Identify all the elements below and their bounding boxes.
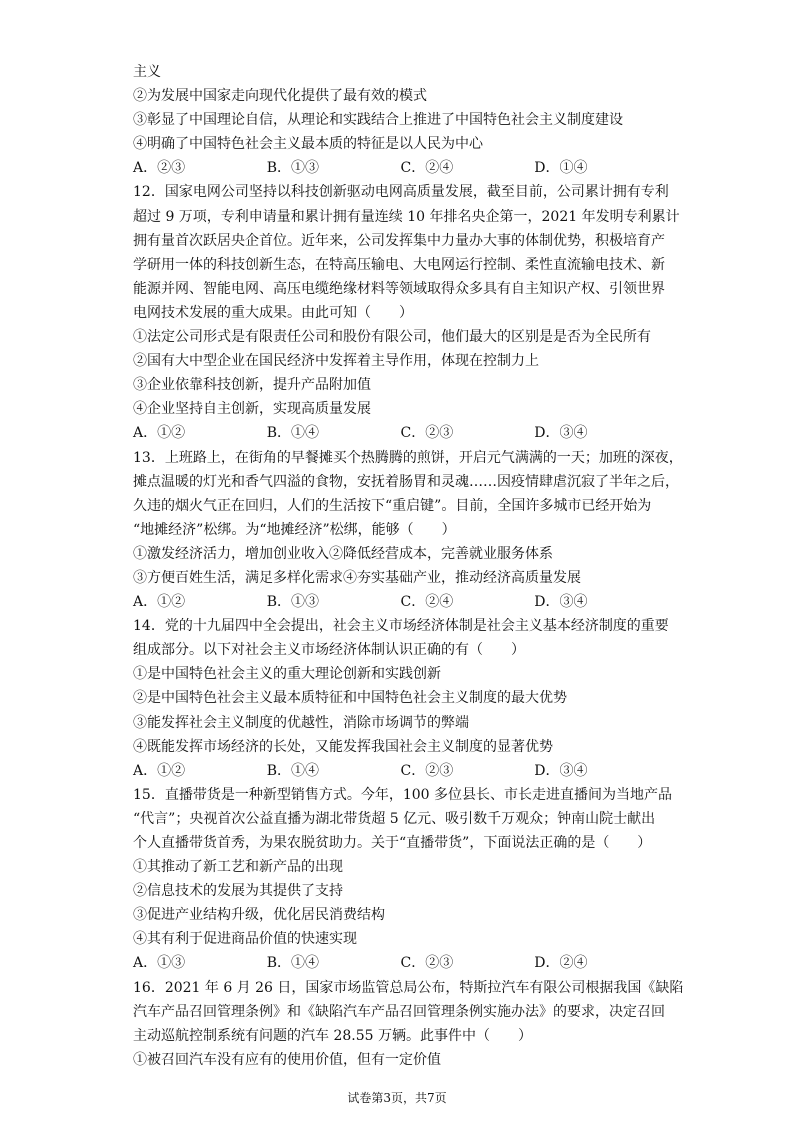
- text-line: 主义: [133, 64, 161, 80]
- text-line: ①激发经济活力，增加创业收入②降低经营成本，完善就业服务体系: [133, 545, 553, 562]
- text-line: 拥有量首次跃居央企首位。近年来，公司发挥集中力量办大事的体制优势，积极培育产: [133, 232, 665, 249]
- text-line: 14．党的十九届四中全会提出，社会主义市场经济体制是社会主义基本经济制度的重要: [133, 618, 669, 635]
- text-line: ④企业坚持自主创新，实现高质量发展: [133, 401, 371, 418]
- text-line: 组成部分。以下对社会主义市场经济体制认识正确的有（ ）: [133, 642, 525, 659]
- text-line: 电网技术发展的重大成果。由此可知（ ）: [133, 304, 413, 321]
- text-line: 超过 9 万项，专利申请量和累计拥有量连续 10 年排名央企第一，2021 年发明专利累计: [133, 208, 680, 225]
- answer-option: C．②④: [400, 594, 454, 611]
- answer-options: [133, 421, 668, 445]
- text-line: ③促进产业结构升级，优化居民消费结构: [133, 907, 385, 924]
- answer-option: B．①④: [266, 955, 320, 972]
- text-line: 汽车产品召回管理条例》和《缺陷汽车产品召回管理条例实施办法》的要求，决定召回: [133, 1003, 665, 1020]
- text-line: 能源并网、智能电网、高压电缆绝缘材料等领域取得众多具有自主知识产权、引领世界: [133, 280, 665, 297]
- text-line: ②信息技术的发展为其提供了支持: [133, 883, 343, 900]
- answer-option: C．②③: [400, 955, 454, 972]
- answer-option: D．③④: [534, 425, 588, 442]
- text-line: ①是中国特色社会主义的重大理论创新和实践创新: [133, 666, 441, 683]
- text-line: 摊点温暖的灯光和香气四溢的食物，安抚着肠胃和灵魂……因疫情肆虐沉寂了半年之后，: [133, 473, 679, 490]
- text-line: ③彰显了中国理论自信，从理论和实践结合上推进了中国特色社会主义制度建设: [133, 112, 623, 129]
- answer-option: D．②④: [534, 955, 588, 972]
- answer-option: B．①③: [266, 160, 320, 177]
- answer-option: A．①②: [133, 762, 186, 779]
- text-line: ④其有利于促进商品价值的快速实现: [133, 931, 357, 948]
- text-line: ①法定公司形式是有限责任公司和股份有限公司，他们最大的区别是是否为全民所有: [133, 329, 651, 346]
- answer-options: [133, 951, 668, 975]
- text-line: 主动巡航控制系统有问题的汽车 28.55 万辆。此事件中（ ）: [133, 1027, 532, 1044]
- text-line: “地摊经济”松绑。为“地摊经济”松绑，能够（ ）: [133, 521, 456, 538]
- answer-option: B．①④: [266, 762, 320, 779]
- answer-option: D．③④: [534, 762, 588, 779]
- text-line: 学研用一体的科技创新生态，在特高压输电、大电网运行控制、柔性直流输电技术、新: [133, 256, 665, 273]
- page-content: [133, 60, 684, 1072]
- text-line: “代言”；央视首次公益直播为湖北带货超 5 亿元、吸引数千万观众；钟南山院士献出: [133, 810, 656, 827]
- text-line: 15．直播带货是一种新型销售方式。今年，100 多位县长、市长走进直播间为当地产品: [133, 786, 672, 803]
- answer-option: A．①③: [133, 955, 186, 972]
- answer-option: A．①②: [133, 594, 186, 611]
- text-line: 12．国家电网公司坚持以科技创新驱动电网高质量发展，截至目前，公司累计拥有专利: [133, 184, 669, 201]
- text-line: 个人直播带货首秀，为果农脱贫助力。关于“直播带货”，下面说法正确的是（ ）: [133, 835, 652, 851]
- text-line: ②国有大中型企业在国民经济中发挥着主导作用，体现在控制力上: [133, 353, 539, 370]
- text-line: ②为发展中国家走向现代化提供了最有效的模式: [133, 88, 427, 105]
- text-line: 16．2021 年 6 月 26 日，国家市场监管总局公布，特斯拉汽车有限公司根据我国《缺陷: [133, 979, 684, 996]
- text-line: ③方便百姓生活，满足多样化需求④夯实基础产业，推动经济高质量发展: [133, 569, 581, 586]
- answer-option: A．①②: [133, 425, 186, 442]
- answer-option: D．①④: [534, 160, 588, 177]
- text-line: 13．上班路上，在街角的早餐摊买个热腾腾的煎饼，开启元气满满的一天；加班的深夜，: [133, 449, 683, 466]
- answer-option: B．①③: [266, 594, 320, 611]
- text-line: 久违的烟火气正在回归，人们的生活按下“重启键”。目前，全国许多城市已经开始为: [133, 497, 652, 514]
- answer-option: D．③④: [534, 594, 588, 611]
- answer-option: B．①④: [266, 425, 320, 442]
- answer-option: C．②③: [400, 762, 454, 779]
- text-line: ③能发挥社会主义制度的优越性，消除市场调节的弊端: [133, 714, 469, 731]
- answer-option: C．②④: [400, 160, 454, 177]
- text-line: ④既能发挥市场经济的长处，又能发挥我国社会主义制度的显著优势: [133, 738, 553, 755]
- answer-options: [133, 759, 668, 783]
- text-line: ①被召回汽车没有应有的使用价值，但有一定价值: [133, 1051, 441, 1068]
- page-footer: 试卷第3页，共7页: [347, 1091, 447, 1105]
- answer-options: [133, 590, 668, 614]
- text-line: ②是中国特色社会主义最本质特征和中国特色社会主义制度的最大优势: [133, 690, 567, 707]
- answer-option: A．②③: [133, 160, 186, 177]
- answer-option: C．②③: [400, 425, 454, 442]
- answer-options: [133, 156, 668, 180]
- text-line: ④明确了中国特色社会主义最本质的特征是以人民为中心: [133, 136, 483, 153]
- text-line: ①其推动了新工艺和新产品的出现: [133, 859, 343, 876]
- text-line: ③企业依靠科技创新，提升产品附加值: [133, 377, 371, 394]
